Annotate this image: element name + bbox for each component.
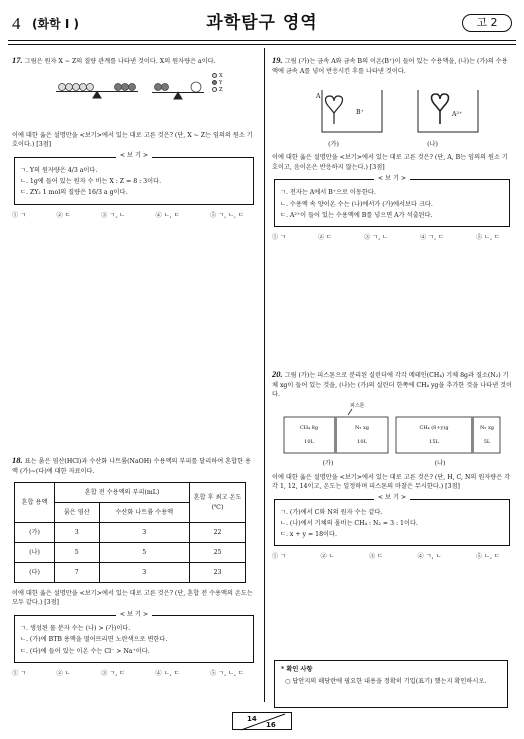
- question-18: [12, 454, 256, 678]
- q18-choice-4[interactable]: ④ ㄴ, ㄷ: [155, 669, 180, 677]
- notice-title: * 확인 사항: [281, 666, 313, 673]
- piston-label: 피스톤: [350, 403, 365, 410]
- header-rule-top: [8, 40, 516, 41]
- table-row: (다) 7 3 23: [15, 563, 246, 583]
- notice-box: [274, 660, 508, 708]
- th-hcl: 묽은 염산: [55, 503, 100, 523]
- q19-stem: 19. 그림 (가)는 금속 A와 금속 B의 이온(B⁺)이 들어 있는 수용액을, (나)는 (가)의 수용액에 금속 A를 넣어 반응시킨 후를 나타낸 것이다.: [272, 55, 508, 75]
- pager-slash: [233, 713, 293, 731]
- metal-a-label: A: [316, 93, 321, 101]
- q20-figure: [272, 403, 512, 459]
- q19-fig-b-caption: (나): [427, 141, 438, 149]
- q20-stem: 20. 그림 (가)는 피스톤으로 분리된 실린더에 각각 메테인(CH₄) 기체 8g과 질소(N₂) 기체 xg이 들어 있는 것을, (나)는 (가)의 실린더 한쪽에 CH₄ yg을 추가한 것을 나타낸 것이다.: [272, 369, 513, 399]
- q17-prompt: 이에 대한 옳은 설명만을 <보기>에서 있는 대로 고른 것은? (단, X ~ Z는 임의의 원소 기호이다.) [3점]: [12, 131, 253, 149]
- q20b-right-chamber: N₂ xg 5L: [480, 425, 494, 445]
- q18-bogi-3: ㄷ. (다)에 들어 있는 이온 수는 Cl⁻ > Na⁺이다.: [20, 647, 150, 655]
- q20a-right-chamber: N₂ xg 10L: [355, 425, 369, 445]
- legend-x: X: [212, 73, 223, 80]
- q20-bogi-3: ㄷ. x + y = 18이다.: [280, 531, 337, 539]
- question-17: [12, 54, 256, 220]
- page-indicator: [232, 712, 292, 730]
- q19-choices: [272, 233, 512, 242]
- legend-z: Z: [212, 87, 223, 94]
- q18-bogi-label: < 보 기 >: [12, 610, 256, 619]
- q17-bogi-3: ㄷ. ZY₂ 1 mol의 질량은 16/3 a g이다.: [20, 189, 128, 197]
- total-pages: 16: [266, 721, 276, 729]
- page-header: [8, 6, 516, 36]
- q18-stem: 18. 표는 묽은 염산(HCl)과 수산화 나트륨(NaOH) 수용액의 부피를 달리하여 혼합한 용액 (가)~(다)에 대한 자료이다.: [12, 455, 252, 475]
- legend-y: Y: [212, 80, 223, 87]
- q19-bogi-label: < 보 기 >: [272, 174, 512, 183]
- q19-bogi-2: ㄴ. 수용액 속 양이온 수는 (나)에서가 (가)에서보다 크다.: [280, 200, 433, 208]
- q20-fig-a-caption: (가): [322, 460, 334, 468]
- subject-label: (화학 I ): [32, 17, 79, 31]
- q19-fig-labels: [272, 140, 512, 149]
- q17-bogi-1: ㄱ. Y의 원자량은 4/3 a이다.: [20, 166, 98, 174]
- question-19: [272, 54, 512, 242]
- q17-choice-1[interactable]: ① ㄱ: [12, 211, 27, 219]
- q17-choice-2[interactable]: ② ㄷ: [56, 211, 71, 219]
- q20-choice-1[interactable]: ① ㄱ: [272, 553, 287, 561]
- q20-fig-labels: [272, 459, 512, 468]
- q20-choice-3[interactable]: ③ ㄷ: [369, 553, 384, 561]
- q18-bogi-box: [14, 615, 254, 663]
- q20b-left-chamber: CH₄ (8+y)g 15L: [419, 425, 449, 445]
- q18-choice-3[interactable]: ③ ㄱ, ㄷ: [101, 669, 126, 677]
- q18-choice-5[interactable]: ⑤ ㄱ, ㄴ, ㄷ: [210, 669, 244, 677]
- notice-body: ○ 답안지의 해당란에 필요한 내용을 정확히 기입(표기) 했는지 확인하시오.: [285, 678, 487, 686]
- q19-bogi-box: [274, 179, 510, 227]
- q17-stem: 17. 그림은 원자 X ~ Z의 질량 관계를 나타낸 것이다. X의 원자량은 a이다.: [12, 55, 216, 65]
- q17-choice-4[interactable]: ④ ㄴ, ㄷ: [155, 211, 180, 219]
- q18-choices: [12, 669, 256, 678]
- th-max-temp: 혼합 후 최고 온도(℃): [190, 483, 246, 523]
- header-rule-bottom: [8, 44, 516, 45]
- th-naoh: 수산화 나트륨 수용액: [99, 503, 189, 523]
- q19-choice-1[interactable]: ① ㄱ: [272, 234, 287, 242]
- table-row: (가) 3 3 22: [15, 523, 246, 543]
- q18-choice-1[interactable]: ① ㄱ: [12, 669, 27, 677]
- q19-choice-5[interactable]: ⑤ ㄴ, ㄷ: [475, 234, 500, 242]
- q17-bogi-2: ㄴ. 1g에 들어 있는 원자 수 비는 X : Z = 8 : 3이다.: [20, 177, 162, 185]
- q18-choice-2[interactable]: ② ㄴ: [56, 669, 71, 677]
- q17-choice-3[interactable]: ③ ㄱ, ㄴ: [101, 211, 126, 219]
- th-mixture: 혼합 용액: [15, 483, 55, 523]
- q17-choices: [12, 211, 256, 220]
- q19-fig-a-caption: (가): [328, 141, 339, 149]
- q18-table: [14, 482, 246, 583]
- q20-bogi-label: < 보 기 >: [272, 493, 512, 502]
- question-20: [272, 368, 512, 562]
- ion-a-label: A²⁺: [452, 111, 463, 119]
- q20a-left-chamber: CH₄ 8g 10L: [299, 425, 319, 445]
- q20-bogi-box: [274, 499, 510, 547]
- q19-prompt: 이에 대한 옳은 설명만을 <보기>에서 있는 대로 고른 것은? (단, A, B는 임의의 원소 기호이고, 음이온은 반응하지 않는다.) [3점]: [272, 154, 508, 171]
- q20-prompt: 이에 대한 옳은 설명만을 <보기>에서 있는 대로 고른 것은? (단, H, C, N의 원자량은 각각 1, 12, 14이고, 온도는 일정하며 피스톤의 마찰은 무시한다.) [3점]: [272, 473, 511, 490]
- q18-bogi-2: ㄴ. (가)에 BTB 용액을 떨어뜨리면 노란색으로 변한다.: [20, 636, 168, 644]
- q17-balance-figure: [12, 67, 256, 117]
- q20-choice-2[interactable]: ② ㄴ: [320, 553, 335, 561]
- q19-choice-4[interactable]: ④ ㄱ, ㄷ: [420, 234, 445, 242]
- table-row: (나) 5 5 25: [15, 543, 246, 563]
- beaker-diagram: [272, 80, 512, 140]
- q20-choice-4[interactable]: ④ ㄱ, ㄴ: [417, 553, 442, 561]
- current-page: 14: [247, 715, 257, 723]
- q19-bogi-3: ㄷ. A²⁺이 들어 있는 수용액에 B를 넣으면 A가 석출된다.: [280, 211, 433, 219]
- grade-badge: 고 2: [462, 14, 512, 32]
- q17-choice-5[interactable]: ⑤ ㄱ, ㄴ, ㄷ: [210, 211, 244, 219]
- page-number: 4: [12, 14, 21, 33]
- column-divider: [264, 48, 265, 702]
- q18-bogi-1: ㄱ. 생성된 물 분자 수는 (나) > (가)이다.: [20, 624, 131, 632]
- th-volume-group: 혼합 전 수용액의 부피(mL): [55, 483, 190, 503]
- q20-bogi-1: ㄱ. (가)에서 C와 N의 원자 수는 같다.: [280, 508, 383, 516]
- q19-choice-2[interactable]: ② ㄷ: [318, 234, 333, 242]
- ion-b-label: B⁺: [356, 109, 364, 117]
- q20-bogi-2: ㄴ. (나)에서 기체의 몰비는 CH₄ : N₂ = 3 : 1이다.: [280, 519, 418, 527]
- q19-bogi-1: ㄱ. 전자는 A에서 B⁺으로 이동한다.: [280, 189, 376, 197]
- q19-choice-3[interactable]: ③ ㄱ, ㄴ: [364, 234, 389, 242]
- q17-bogi-label: < 보 기 >: [12, 151, 256, 160]
- q20-fig-b-caption: (나): [434, 460, 446, 468]
- atom-legend: [212, 73, 223, 94]
- q18-prompt: 이에 대한 옳은 설명만을 <보기>에서 있는 대로 고른 것은? (단, 혼합 전 수용액의 온도는 모두 같다.) [3점]: [12, 590, 253, 607]
- q20-choices: [272, 552, 512, 561]
- q19-figure: [272, 80, 512, 140]
- q20-choice-5[interactable]: ⑤ ㄴ, ㄷ: [475, 553, 500, 561]
- page-title: 과학탐구 영역: [206, 13, 318, 33]
- q17-bogi-box: [14, 157, 254, 205]
